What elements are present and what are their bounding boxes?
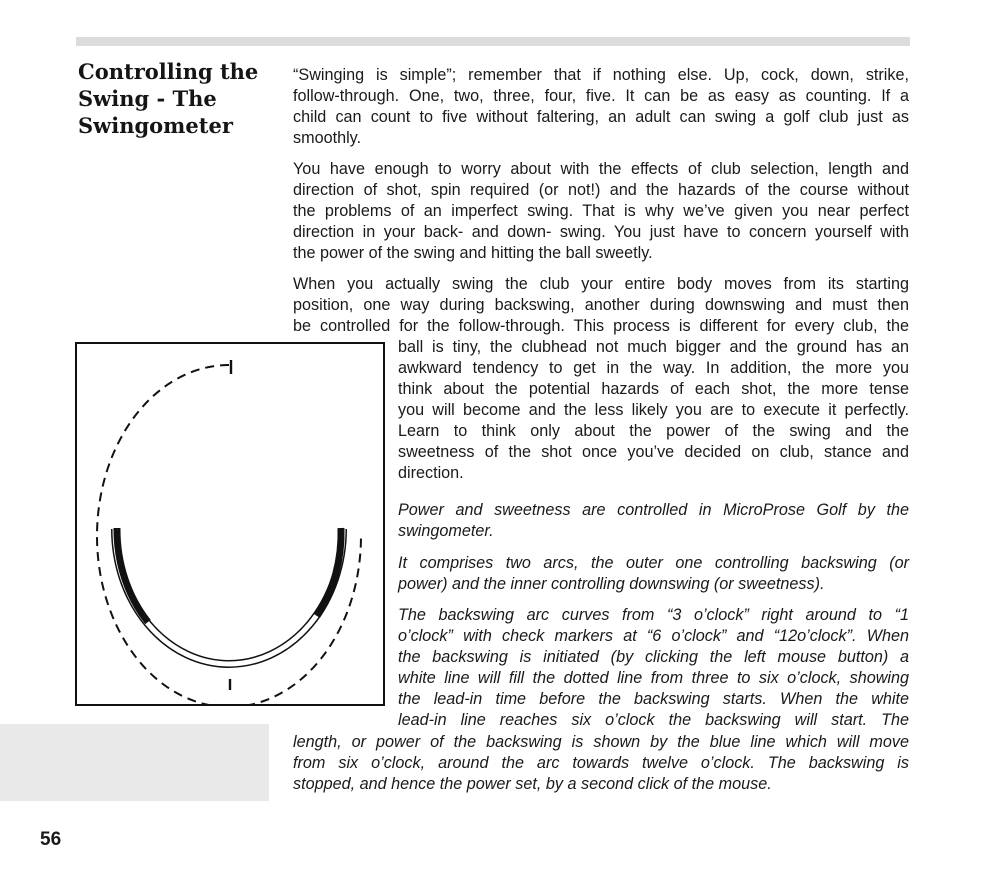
text-line: ball is tiny, the clubhead not much bigger and the ground has an bbox=[398, 338, 909, 356]
text-line: the problems of an imperfect swing. That is why we’ve given you near perfect bbox=[293, 202, 909, 220]
page-number: 56 bbox=[40, 829, 62, 850]
text-line: “Swinging is simple”; remember that if nothing else. Up, cock, down, strike, bbox=[293, 66, 909, 84]
text-line: The backswing arc curves from “3 o’clock” right around to “1 bbox=[398, 606, 909, 624]
text-line: awkward tendency to get in the way. In addition, the more you bbox=[398, 359, 909, 377]
text-line: child can count to five without faltering, an adult can swing a golf club just as bbox=[293, 108, 909, 126]
text-line: the power of the swing and hitting the ball sweetly. bbox=[293, 244, 653, 262]
swingometer-diagram bbox=[75, 342, 385, 706]
text-line: white line will fill the dotted line from three to six o’clock, showing bbox=[398, 669, 909, 687]
text-line: Learn to think only about the power of the swing and the bbox=[398, 422, 909, 440]
text-line: sweetness of the shot once you’ve decided on club, stance and bbox=[398, 443, 909, 461]
text-line: direction of shot, spin required (or not!) and the hazards of the course without bbox=[293, 181, 909, 199]
heading-line-3: Swingometer bbox=[78, 113, 233, 138]
text-line: from six o’clock, around the arc towards twelve o’clock. The backswing is bbox=[293, 754, 909, 772]
top-rule bbox=[76, 37, 910, 46]
inner-arc-fill bbox=[115, 529, 343, 664]
text-line: the lead-in time before the backswing starts. When the white bbox=[398, 690, 909, 708]
text-line: stopped, and hence the power set, by a second click of the mouse. bbox=[293, 775, 772, 793]
text-line: o’clock” with check markers at “6 o’clock” and “12o’clock”. When bbox=[398, 627, 909, 645]
heading-line-1: Controlling the bbox=[78, 59, 259, 84]
text-line: direction. bbox=[398, 464, 464, 482]
text-line: be controlled for the follow-through. This process is different for every club, the bbox=[293, 317, 909, 335]
text-line: smoothly. bbox=[293, 129, 362, 147]
text-line: length, or power of the backswing is shown by the blue line which will move bbox=[293, 733, 909, 751]
text-line: swingometer. bbox=[398, 522, 494, 540]
section-heading bbox=[78, 58, 278, 139]
text-line: you will become and the less likely you are to execute it perfectly. bbox=[398, 401, 909, 419]
swingometer-figure bbox=[77, 344, 383, 704]
text-line: the backswing is initiated (by clicking the left mouse button) a bbox=[398, 648, 909, 666]
inner-arc-outline bbox=[115, 529, 343, 664]
text-line: lead-in line reaches six o’clock the backswing will start. The bbox=[398, 711, 909, 729]
outer-dashed-arc bbox=[97, 365, 361, 704]
text-line: Power and sweetness are controlled in MicroProse Golf by the bbox=[398, 501, 909, 519]
text-line: When you actually swing the club your entire body moves from its starting bbox=[293, 275, 909, 293]
text-line: think about the potential hazards of each shot, the more tense bbox=[398, 380, 909, 398]
heading-line-2: Swing - The bbox=[78, 86, 217, 111]
text-line: You have enough to worry about with the effects of club selection, length and bbox=[293, 160, 909, 178]
text-line: power) and the inner controlling downswing (or sweetness). bbox=[398, 575, 825, 593]
text-line: follow-through. One, two, three, four, five. It can be as easy as counting. If a bbox=[293, 87, 909, 105]
text-line: position, one way during backswing, another during downswing and must then bbox=[293, 296, 909, 314]
text-line: direction in your back- and down- swing. You just have to concern yourself with bbox=[293, 223, 909, 241]
text-line: It comprises two arcs, the outer one controlling backswing (or bbox=[398, 554, 909, 572]
margin-shade-bar bbox=[0, 724, 269, 801]
